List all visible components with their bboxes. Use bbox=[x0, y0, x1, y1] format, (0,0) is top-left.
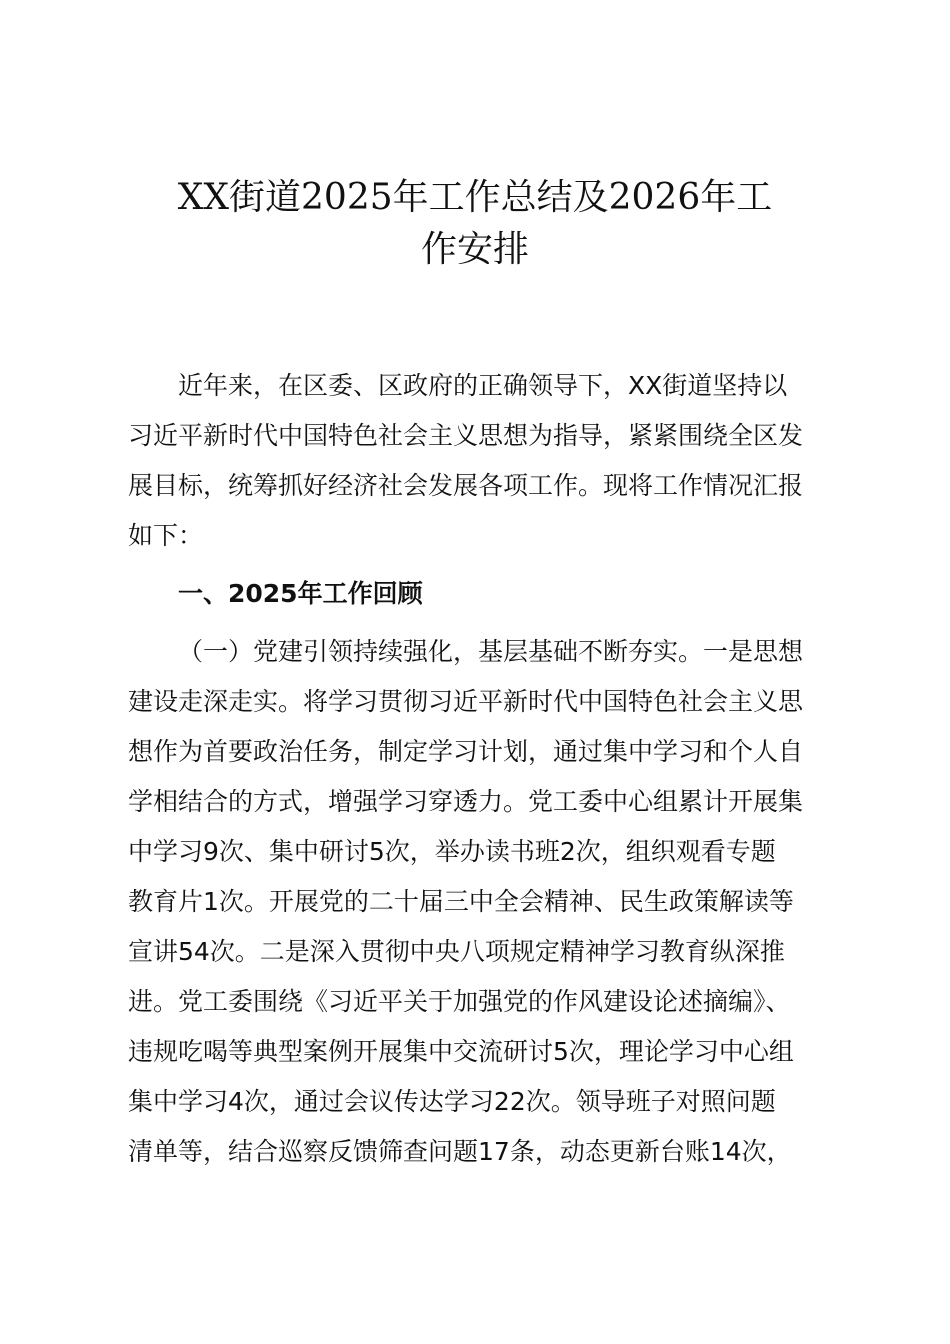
section-line: 集中学习4次，通过会议传达学习22次。领导班子对照问题 bbox=[128, 1087, 776, 1116]
section-heading bbox=[128, 569, 822, 619]
intro-line: 如下： bbox=[128, 521, 204, 550]
section-heading-text: 一、2025年工作回顾 bbox=[178, 579, 423, 608]
section-line: 学相结合的方式，增强学习穿透力。党工委中心组累计开展集 bbox=[128, 787, 804, 816]
intro-line: 近年来，在区委、区政府的正确领导下，XX街道坚持以 bbox=[178, 371, 788, 400]
section-line: 建设走深走实。将学习贯彻习近平新时代中国特色社会主义思 bbox=[128, 687, 804, 716]
intro-line: 习近平新时代中国特色社会主义思想为指导，紧紧围绕全区发 bbox=[128, 421, 804, 450]
section-line: 想作为首要政治任务，制定学习计划，通过集中学习和个人自 bbox=[128, 737, 804, 766]
section-line: （一）党建引领持续强化，基层基础不断夯实。一是思想 bbox=[178, 637, 804, 666]
title-line-1: XX街道2025年工作总结及2026年工 bbox=[177, 177, 773, 218]
title-line-2: 作安排 bbox=[420, 229, 529, 270]
section-line: 教育片1次。开展党的二十届三中全会精神、民生政策解读等 bbox=[128, 887, 794, 916]
section-line: 宣讲54次。二是深入贯彻中央八项规定精神学习教育纵深推 bbox=[128, 937, 785, 966]
document-title bbox=[128, 172, 822, 276]
section-line: 违规吃喝等典型案例开展集中交流研讨5次，理论学习中心组 bbox=[128, 1037, 794, 1066]
section-line: 清单等，结合巡察反馈筛查问题17条，动态更新台账14次， bbox=[128, 1137, 792, 1166]
section-line: 中学习9次、集中研讨5次，举办读书班2次，组织观看专题 bbox=[128, 837, 776, 866]
intro-paragraph bbox=[128, 361, 822, 561]
section-paragraph bbox=[128, 627, 822, 1177]
section-line: 进。党工委围绕《习近平关于加强党的作风建设论述摘编》、 bbox=[128, 987, 791, 1016]
intro-line: 展目标，统筹抓好经济社会发展各项工作。现将工作情况汇报 bbox=[128, 471, 804, 500]
